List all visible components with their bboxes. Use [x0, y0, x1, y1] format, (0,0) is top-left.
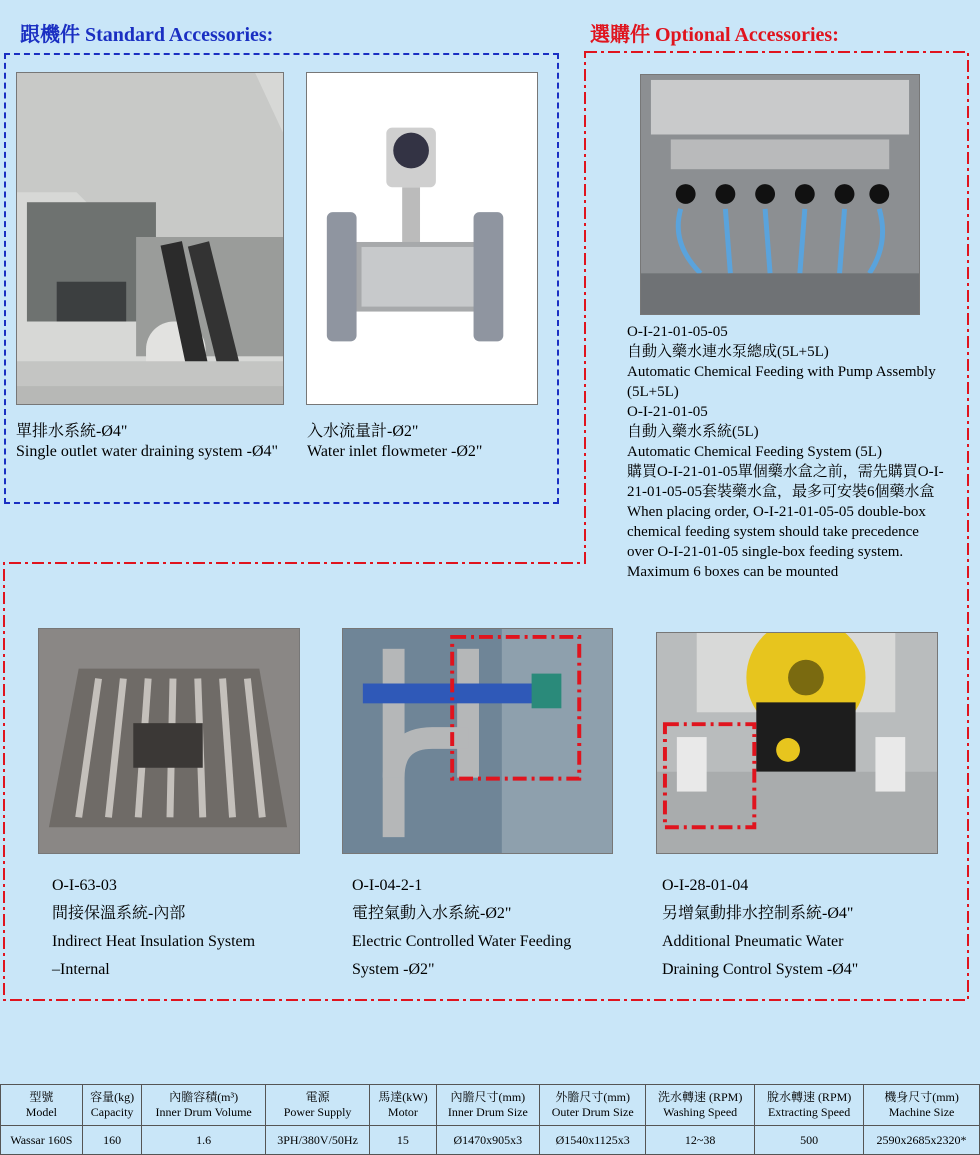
spec-header-cell: 電源 Power Supply — [265, 1085, 369, 1126]
chemical-zh-note: 購買O-I-21-01-05單個藥水盒之前，需先購買O-I-21-01-05-05套裝藥水盒，最多可安裝6個藥水盒 — [627, 464, 944, 500]
chemical-feeding-caption — [627, 322, 947, 582]
spec-header-cell: 內膽容積(m³) Inner Drum Volume — [142, 1085, 265, 1126]
spec-header-cell: 容量(kg) Capacity — [82, 1085, 142, 1126]
chemical-zh-2: 自動入藥水系統(5L) — [627, 424, 759, 440]
water-feeding-code: O-I-04-2-1 — [352, 877, 423, 894]
spec-table — [0, 1084, 980, 1155]
flowmeter-zh: 入水流量計-Ø2" — [307, 423, 419, 440]
drain-system-caption — [16, 422, 286, 462]
pneumatic-drain-en-2: Draining Control System -Ø4" — [662, 961, 859, 978]
chemical-en-1: Automatic Chemical Feeding with Pump Assembly (5L+5L) — [627, 364, 936, 400]
chemical-code-1: O-I-21-01-05-05 — [627, 324, 728, 340]
heat-insulation-en-2: –Internal — [52, 961, 110, 978]
spec-capacity-cell: 160 — [82, 1126, 142, 1155]
spec-extracting-speed-cell: 500 — [755, 1126, 864, 1155]
optional-accessories-heading: 選購件 Optional Accessories: — [590, 24, 839, 46]
spec-value-row — [1, 1126, 980, 1155]
spec-volume-cell: 1.6 — [142, 1126, 265, 1155]
spec-header-cell: 型號 Model — [1, 1085, 83, 1126]
water-feeding-caption — [352, 872, 622, 984]
water-feeding-photo — [342, 628, 613, 854]
water-feeding-en-2: System -Ø2" — [352, 961, 435, 978]
chemical-en-2: Automatic Chemical Feeding System (5L) — [627, 444, 882, 460]
drain-system-zh: 單排水系統-Ø4" — [16, 423, 128, 440]
spec-header-row — [1, 1085, 980, 1126]
spec-outer-drum-cell: Ø1540x1125x3 — [540, 1126, 646, 1155]
spec-header-cell: 機身尺寸(mm) Machine Size — [864, 1085, 980, 1126]
standard-accessories-heading: 跟機件 Standard Accessories: — [20, 24, 274, 46]
spec-motor-cell: 15 — [370, 1126, 436, 1155]
chemical-feeding-photo — [640, 74, 920, 315]
spec-header-cell: 外膽尺寸(mm) Outer Drum Size — [540, 1085, 646, 1126]
pneumatic-drain-code: O-I-28-01-04 — [662, 877, 749, 894]
flowmeter-en: Water inlet flowmeter -Ø2" — [307, 443, 483, 460]
heat-insulation-caption — [52, 872, 312, 984]
spec-model-cell: Wassar 160S — [1, 1126, 83, 1155]
heat-insulation-code: O-I-63-03 — [52, 877, 117, 894]
water-feeding-zh: 電控氣動入水系統-Ø2" — [352, 905, 512, 922]
spec-inner-drum-cell: Ø1470x905x3 — [436, 1126, 540, 1155]
pneumatic-drain-photo — [656, 632, 938, 854]
flowmeter-caption — [307, 422, 547, 462]
heat-insulation-photo — [38, 628, 300, 854]
spec-header-cell: 脫水轉速 (RPM) Extracting Speed — [755, 1085, 864, 1126]
chemical-code-2: O-I-21-01-05 — [627, 404, 708, 420]
flowmeter-photo — [306, 72, 538, 405]
spec-machine-size-cell: 2590x2685x2320* — [864, 1126, 980, 1155]
pneumatic-drain-caption — [662, 872, 942, 984]
drain-system-photo — [16, 72, 284, 405]
spec-header-cell: 內膽尺寸(mm) Inner Drum Size — [436, 1085, 540, 1126]
chemical-en-note: When placing order, O-I-21-01-05-05 double-box chemical feeding system should take precedence over O-I-21-01-05 single-box feeding system. Maximum 6 boxes can be mounted — [627, 504, 926, 580]
water-feeding-en-1: Electric Controlled Water Feeding — [352, 933, 572, 950]
heat-insulation-en-1: Indirect Heat Insulation System — [52, 933, 256, 950]
chemical-zh-1: 自動入藥水連水泵總成(5L+5L) — [627, 344, 829, 360]
spec-power-cell: 3PH/380V/50Hz — [265, 1126, 369, 1155]
drain-system-en: Single outlet water draining system -Ø4" — [16, 443, 279, 460]
spec-header-cell: 馬達(kW) Motor — [370, 1085, 436, 1126]
pneumatic-drain-zh: 另增氣動排水控制系統-Ø4" — [662, 905, 854, 922]
heat-insulation-zh: 間接保溫系統-內部 — [52, 905, 186, 922]
spec-header-cell: 洗水轉速 (RPM) Washing Speed — [646, 1085, 755, 1126]
spec-washing-speed-cell: 12~38 — [646, 1126, 755, 1155]
pneumatic-drain-en-1: Additional Pneumatic Water — [662, 933, 844, 950]
